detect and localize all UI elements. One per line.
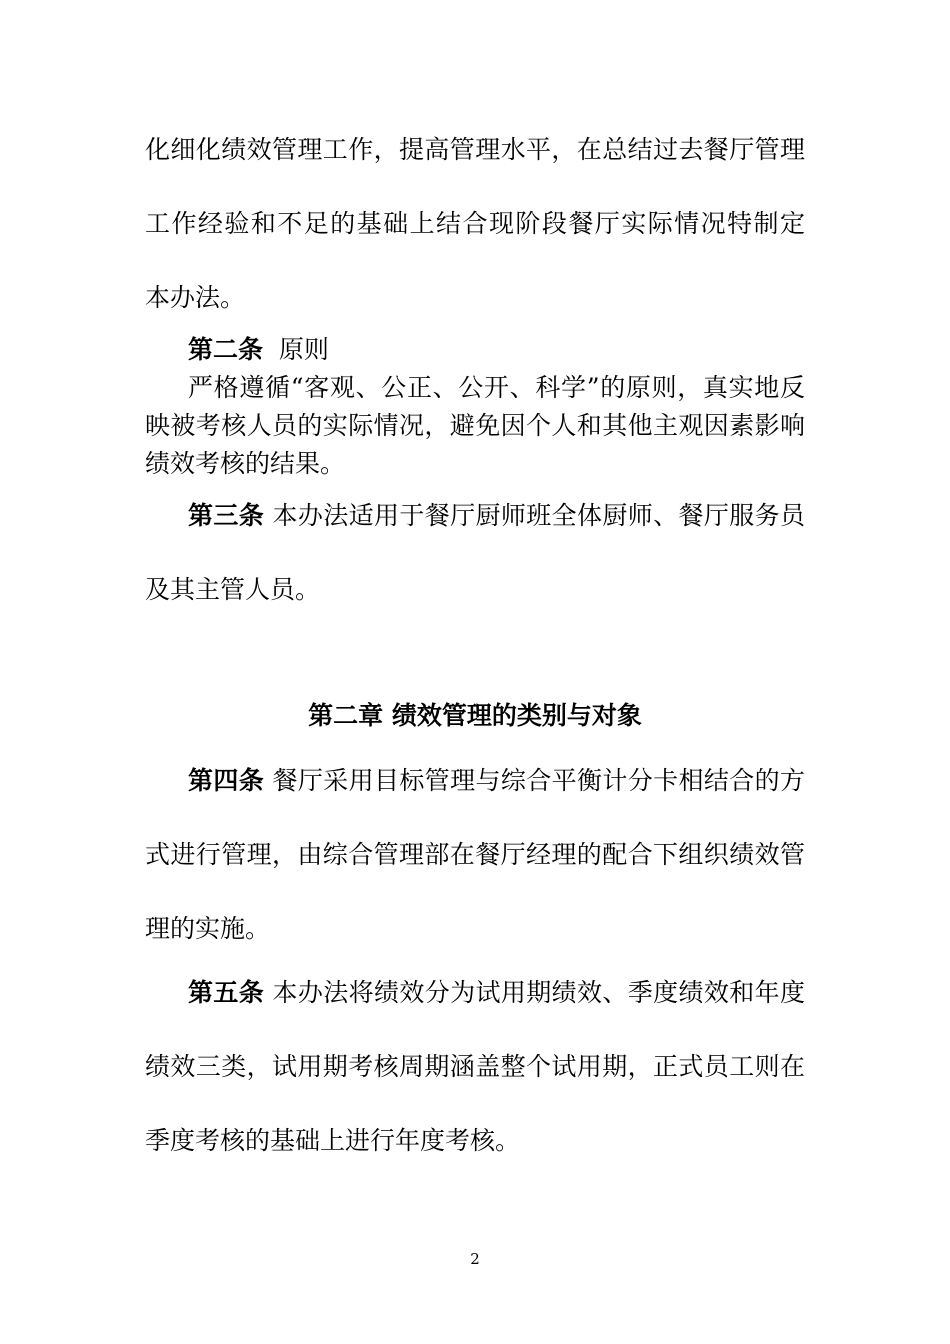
paragraph-line: 映被考核人员的实际情况，避免因个人和其他主观因素影响 bbox=[145, 411, 805, 440]
article-label: 第四条 bbox=[188, 766, 265, 795]
article-heading: 原则 bbox=[278, 335, 329, 364]
paragraph-line: 绩效三类，试用期考核周期涵盖整个试用期，正式员工则在 bbox=[145, 1052, 805, 1081]
article-label: 第二条 bbox=[188, 335, 264, 364]
page-number: 2 bbox=[470, 1250, 480, 1268]
paragraph-line: 严格遵循“客观、公正、公开、科学”的原则，真实地反 bbox=[188, 373, 805, 402]
article-4-line bbox=[188, 765, 805, 797]
paragraph-line: 化细化绩效管理工作，提高管理水平，在总结过去餐厅管理 bbox=[145, 135, 805, 164]
chapter-heading: 第二章 绩效管理的类别与对象 bbox=[308, 701, 642, 730]
paragraph-line: 理的实施。 bbox=[145, 914, 271, 943]
article-3-line bbox=[188, 500, 805, 532]
article-2-heading bbox=[188, 334, 805, 366]
article-label: 第三条 bbox=[188, 501, 265, 530]
article-text: 本办法适用于餐厅厨师班全体厨师、餐厅服务员 bbox=[272, 501, 805, 530]
article-text: 餐厅采用目标管理与综合平衡计分卡相结合的方 bbox=[272, 766, 805, 795]
paragraph-line: 工作经验和不足的基础上结合现阶段餐厅实际情况特制定 bbox=[145, 209, 805, 238]
paragraph-line: 及其主管人员。 bbox=[145, 575, 321, 604]
article-5-line bbox=[188, 977, 805, 1009]
article-text: 本办法将绩效分为试用期绩效、季度绩效和年度 bbox=[272, 978, 805, 1007]
article-label: 第五条 bbox=[188, 978, 265, 1007]
paragraph-line: 绩效考核的结果。 bbox=[145, 449, 346, 478]
paragraph-line: 季度考核的基础上进行年度考核。 bbox=[145, 1126, 521, 1155]
paragraph-line: 式进行管理，由综合管理部在餐厅经理的配合下组织绩效管 bbox=[145, 840, 805, 869]
paragraph-line: 本办法。 bbox=[145, 283, 246, 312]
